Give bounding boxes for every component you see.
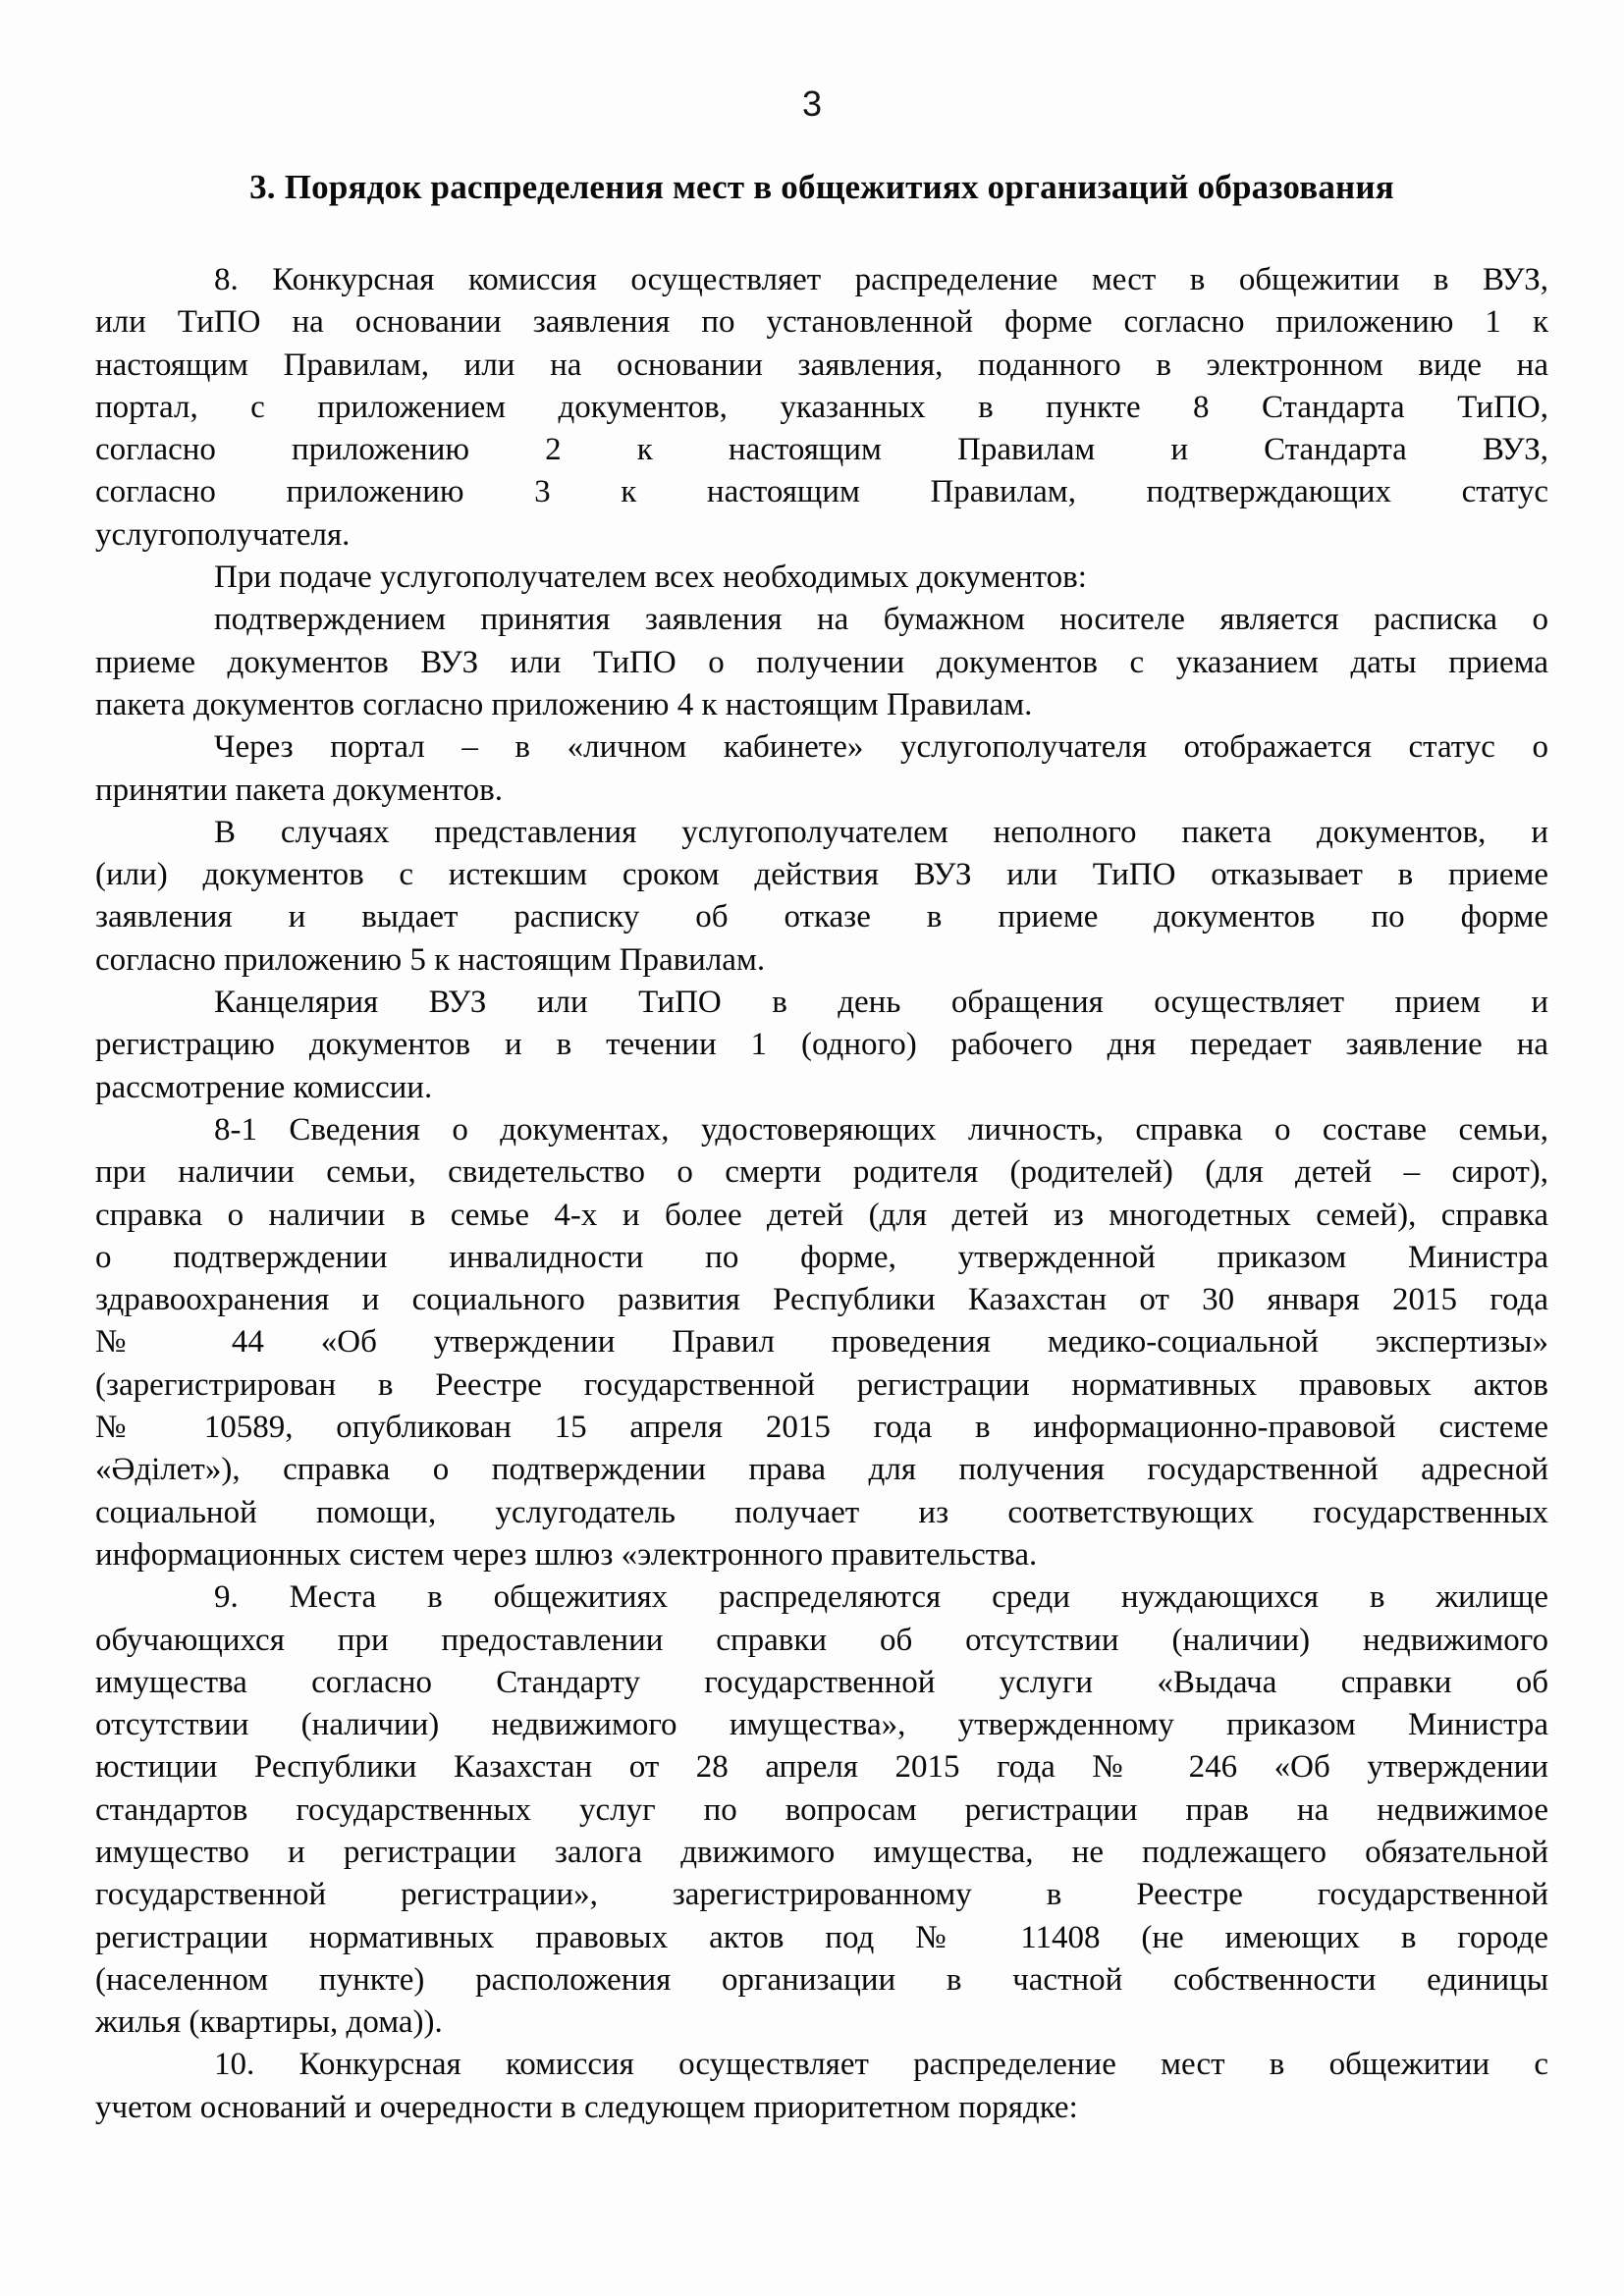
paragraph	[95, 259, 1548, 557]
paragraph	[95, 599, 1548, 726]
text-line: согласно приложению 5 к настоящим Правилам.	[95, 941, 766, 978]
text-line: (или) документов с истекшим сроком действия ВУЗ или ТиПО отказывает в приеме	[95, 857, 1548, 893]
text-line: Канцелярия ВУЗ или ТиПО в день обращения осуществляет прием и	[214, 985, 1548, 1021]
paragraph	[95, 812, 1548, 982]
text-line: информационных систем через шлюз «электронного правительства.	[95, 1536, 1038, 1573]
text-line: здравоохранения и социального развития Республики Казахстан от 30 января 2015 года	[95, 1282, 1548, 1318]
text-line: В случаях представления услугополучателем неполного пакета документов, и	[214, 814, 1548, 850]
document-body	[95, 259, 1548, 2129]
text-line: заявления и выдает расписку об отказе в приеме документов по форме	[95, 899, 1548, 935]
text-line: (населенном пункте) расположения организации в частной собственности единицы	[95, 1961, 1548, 1998]
text-line: При подаче услугополучателем всех необходимых документов:	[214, 560, 1087, 596]
text-line: рассмотрение комиссии.	[95, 1069, 433, 1105]
text-line: подтверждением принятия заявления на бумажном носителе является расписка о	[214, 602, 1548, 638]
text-line: государственной регистрации», зарегистрированному в Реестре государственной	[95, 1877, 1548, 1913]
text-line: приеме документов ВУЗ или ТиПО о получении документов с указанием даты приема	[95, 644, 1548, 680]
text-line: услугополучателя.	[95, 516, 351, 553]
text-line: имущества согласно Стандарту государственной услуги «Выдача справки об	[95, 1664, 1548, 1700]
text-line: регистрации нормативных правовых актов под № 11408 (не имеющих в городе	[95, 1919, 1548, 1955]
text-line: о подтверждении инвалидности по форме, утвержденной приказом Министра	[95, 1239, 1548, 1275]
paragraph	[95, 557, 1548, 599]
text-line: настоящим Правилам, или на основании заявления, поданного в электронном виде на	[95, 347, 1548, 383]
paragraph	[95, 1109, 1548, 1576]
text-line: № 10589, опубликован 15 апреля 2015 года в информационно-правовой системе	[95, 1410, 1548, 1446]
text-line: 8-1 Сведения о документах, удостоверяющих личность, справка о составе семьи,	[214, 1111, 1548, 1148]
text-line: при наличии семьи, свидетельство о смерти родителя (родителей) (для детей – сирот),	[95, 1154, 1548, 1191]
text-line: стандартов государственных услуг по вопросам регистрации прав на недвижимое	[95, 1791, 1548, 1828]
paragraph	[95, 726, 1548, 812]
text-line: согласно приложению 3 к настоящим Правилам, подтверждающих статус	[95, 474, 1548, 510]
text-line: или ТиПО на основании заявления по установленной форме согласно приложению 1 к	[95, 304, 1548, 341]
text-line: регистрацию документов и в течении 1 (одного) рабочего дня передает заявление на	[95, 1027, 1548, 1063]
text-line: 9. Места в общежитиях распределяются среди нуждающихся в жилище	[214, 1579, 1548, 1616]
text-line: «Әділет»), справка о подтверждении права для получения государственной адресной	[95, 1452, 1548, 1488]
text-line: социальной помощи, услугодатель получает из соответствующих государственных	[95, 1494, 1548, 1530]
text-line: учетом оснований и очередности в следующем приоритетном порядке:	[95, 2089, 1078, 2125]
text-line: (зарегистрирован в Реестре государственной регистрации нормативных правовых актов	[95, 1366, 1548, 1403]
page-number: 3	[801, 83, 823, 124]
text-line: принятии пакета документов.	[95, 772, 503, 808]
text-line: жилья (квартиры, дома)).	[95, 2004, 443, 2041]
paragraph	[95, 982, 1548, 1109]
text-line: имущество и регистрации залога движимого имущества, не подлежащего обязательной	[95, 1834, 1548, 1870]
text-line: портал, с приложением документов, указанных в пункте 8 Стандарта ТиПО,	[95, 389, 1548, 425]
text-line: пакета документов согласно приложению 4 к настоящим Правилам.	[95, 686, 1033, 722]
paragraph	[95, 1576, 1548, 2044]
text-line: юстиции Республики Казахстан от 28 апреля 2015 года № 246 «Об утверждении	[95, 1749, 1548, 1786]
text-line: 10. Конкурсная комиссия осуществляет распределение мест в общежитии с	[214, 2047, 1548, 2083]
paragraph	[95, 2044, 1548, 2129]
text-line: отсутствии (наличии) недвижимого имущества», утвержденному приказом Министра	[95, 1707, 1548, 1743]
text-line: согласно приложению 2 к настоящим Правилам и Стандарта ВУЗ,	[95, 432, 1548, 468]
text-line: Через портал – в «личном кабинете» услугополучателя отображается статус о	[214, 729, 1548, 766]
text-line: обучающихся при предоставлении справки об отсутствии (наличии) недвижимого	[95, 1622, 1548, 1658]
section-heading: 3. Порядок распределения мест в общежитиях организаций образования	[249, 168, 1394, 206]
text-line: 8. Конкурсная комиссия осуществляет распределение мест в общежитии в ВУЗ,	[214, 262, 1548, 297]
text-line: № 44 «Об утверждении Правил проведения медико-социальной экспертизы»	[95, 1324, 1548, 1361]
text-line: справка о наличии в семье 4-х и более детей (для детей из многодетных семей), справка	[95, 1197, 1548, 1233]
